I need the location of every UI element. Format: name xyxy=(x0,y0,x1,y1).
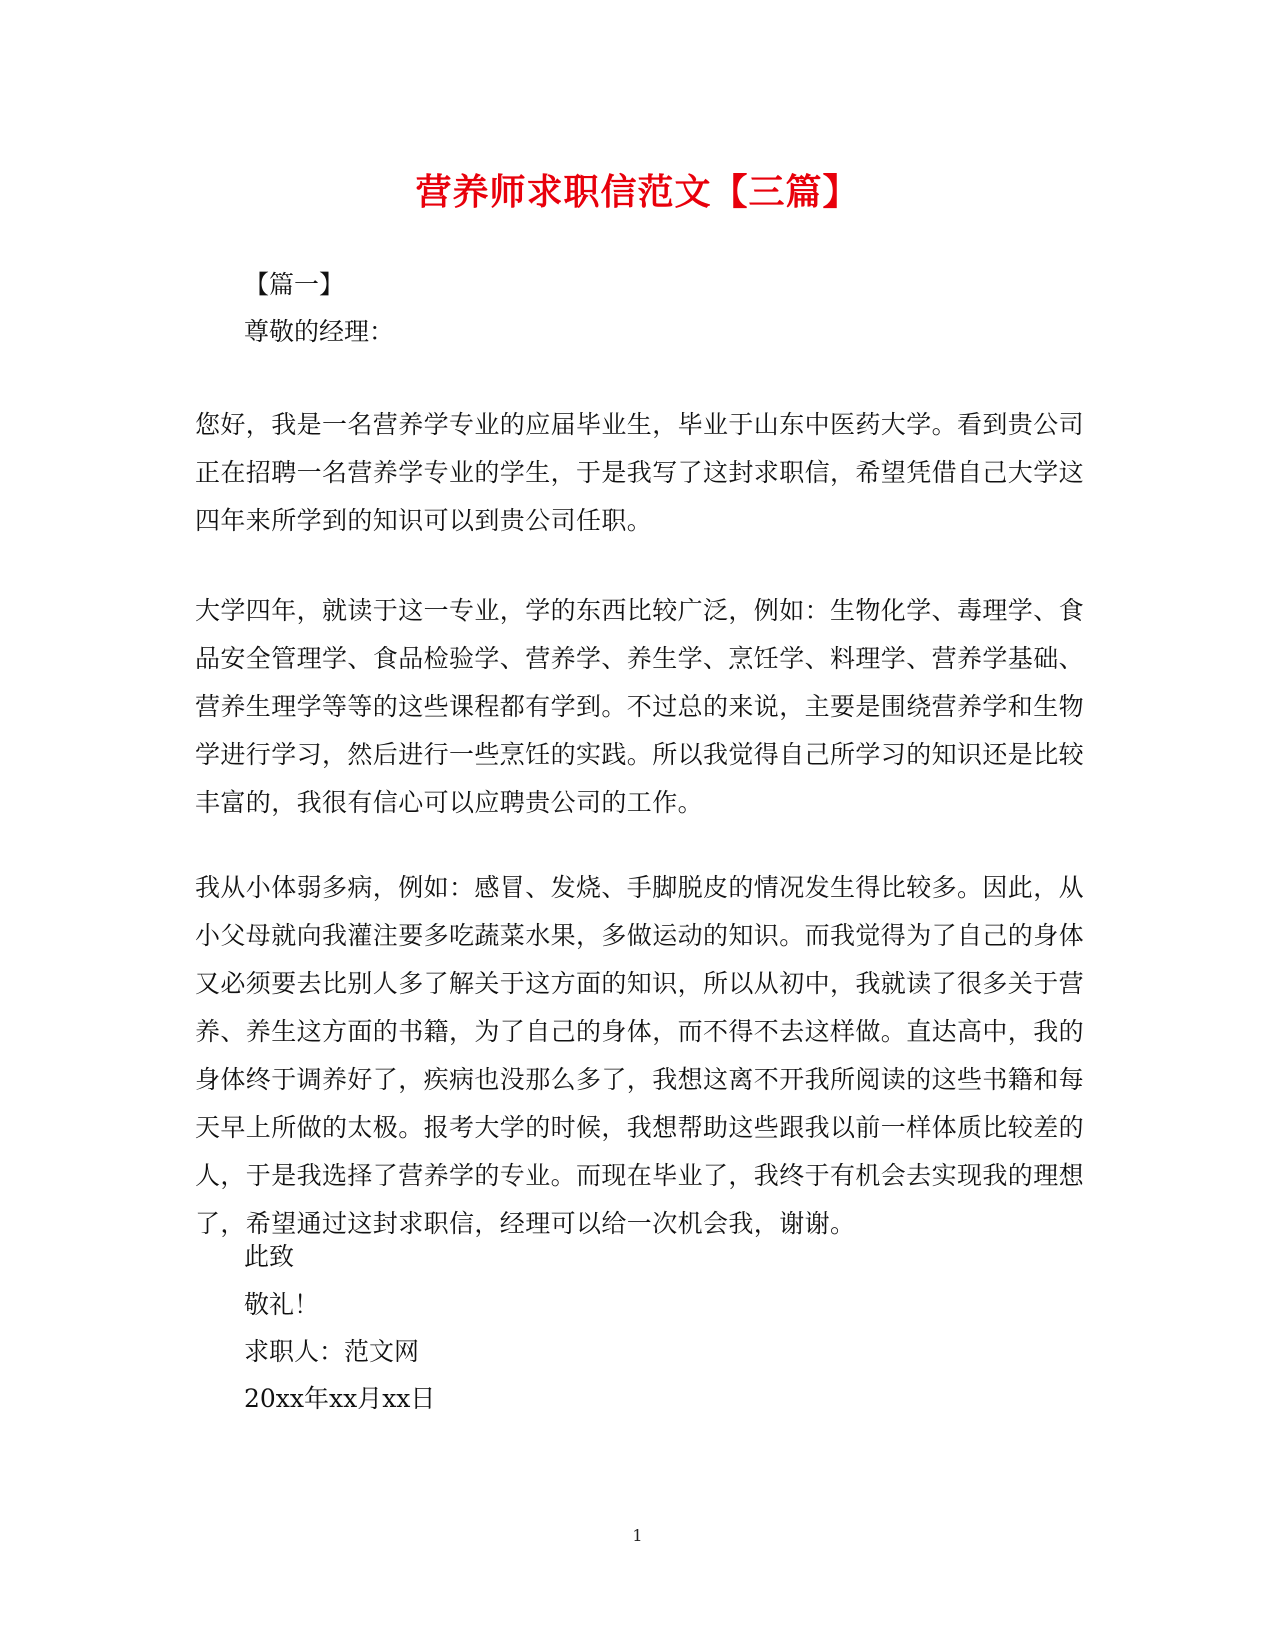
closing-line: 此致 xyxy=(244,1242,295,1271)
document-title: 营养师求职信范文【三篇】 xyxy=(415,171,860,213)
section-heading: 【篇一】 xyxy=(244,270,345,299)
body-paragraph-3: 我从小体弱多病，例如：感冒、发烧、手脚脱皮的情况发生得比较多。因此，从小父母就向我灌注要多吃蔬菜水果，多做运动的知识。而我觉得为了自己的身体又必须要去比别人多了解关于这方面的知识，所以从初中，我就读了很多关于营养、养生这方面的书籍，为了自己的身体，而不得不去这样做。直达高中，我的身体终于调养好了，疾病也没那么多了，我想这离不开我所阅读的这些书籍和每天早上所做的太极。报考大学的时候，我想帮助这些跟我以前一样体质比较差的人，于是我选择了营养学的专业。而现在毕业了，我终于有机会去实现我的理想了，希望通过这封求职信，经理可以给一次机会我，谢谢。 xyxy=(195,873,1085,1238)
page-number: 1 xyxy=(632,1526,643,1545)
body-paragraph-2: 大学四年，就读于这一专业，学的东西比较广泛，例如：生物化学、毒理学、食品安全管理学、食品检验学、营养学、养生学、烹饪学、料理学、营养学基础、营养生理学等等的这些课程都有学到。不过总的来说，主要是围绕营养学和生物学进行学习，然后进行一些烹饪的实践。所以我觉得自己所学习的知识还是比较丰富的，我很有信心可以应聘贵公司的工作。 xyxy=(195,596,1085,817)
salutation: 尊敬的经理： xyxy=(244,317,395,346)
date-line: 20xx年xx月xx日 xyxy=(244,1384,436,1413)
body-paragraph-1: 您好，我是一名营养学专业的应届毕业生，毕业于山东中医药大学。看到贵公司正在招聘一名营养学专业的学生，于是我写了这封求职信，希望凭借自己大学这四年来所学到的知识可以到贵公司任职。 xyxy=(195,410,1085,535)
applicant-line: 求职人：范文网 xyxy=(244,1337,420,1366)
regards-line: 敬礼！ xyxy=(244,1290,320,1319)
